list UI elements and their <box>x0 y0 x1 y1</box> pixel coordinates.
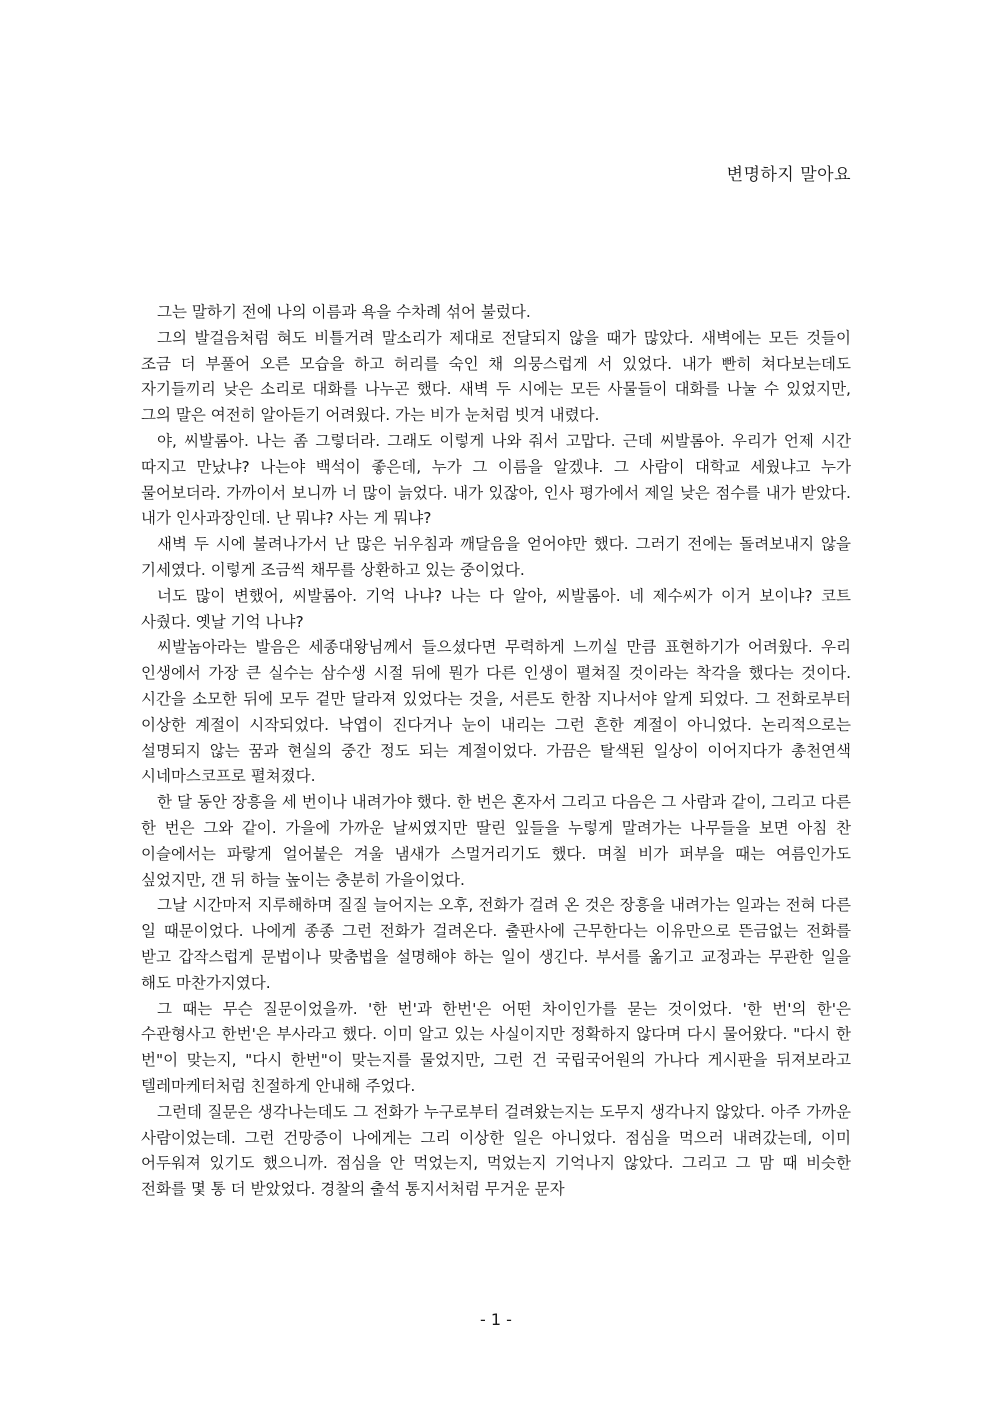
document-title: 변명하지 말아요 <box>726 165 851 185</box>
paragraph: 그런데 질문은 생각나는데도 그 전화가 누구로부터 걸려왔는지는 도무지 생각나지 않았다. 아주 가까운 사람이었는데. 그런 건망증이 나에게는 그리 이상한 일은 아니었다. 점심을 먹으러 내려갔는데, 이미 어두워져 있기도 했으니까. 점심을 안 먹었는지, 먹었는지 기억나지 않았다. 그리고 그 맘 때 비슷한 전화를 몇 통 더 받았었다. 경찰의 출석 통지서처럼 무거운 문자 <box>141 1102 851 1199</box>
document-body <box>141 300 851 1203</box>
paragraph: 씨발놈아라는 발음은 세종대왕님께서 들으셨다면 무력하게 느끼실 만큼 표현하기가 어려웠다. 우리 인생에서 가장 큰 실수는 삼수생 시절 뒤에 뭔가 다른 인생이 펼쳐질 것이라는 착각을 했다는 것이다. 시간을 소모한 뒤에 모두 겉만 달라져 있었다는 것을, 서른도 한참 지나서야 알게 되었다. 그 전화로부터 이상한 계절이 시작되었다. 낙엽이 진다거나 눈이 내리는 그런 흔한 계절이 아니었다. 논리적으로는 설명되지 않는 꿈과 현실의 중간 정도 되는 계절이었다. 가끔은 탈색된 일상이 이어지다가 총천연색 시네마스코프로 펼쳐졌다. <box>141 638 851 786</box>
paragraph: 너도 많이 변했어, 씨발롬아. 기억 나냐? 나는 다 알아, 씨발롬아. 네 제수씨가 이거 보이냐? 코트 사줬다. 옛날 기억 나냐? <box>141 586 851 631</box>
paragraph: 한 달 동안 장흥을 세 번이나 내려가야 했다. 한 번은 혼자서 그리고 다음은 그 사람과 같이, 그리고 다른 한 번은 그와 같이. 가을에 가까운 날씨였지만 딸린 잎들을 누렇게 말려가는 나무들을 보면 아침 찬 이슬에서는 파랗게 얼어붙은 겨울 냄새가 스멀거리기도 했다. 며칠 비가 퍼부을 때는 여름인가도 싶었지만, 갠 뒤 하늘 높이는 충분히 가을이었다. <box>141 793 851 889</box>
paragraph: 그날 시간마저 지루해하며 질질 늘어지는 오후, 전화가 걸려 온 것은 장흥을 내려가는 일과는 전혀 다른 일 때문이었다. 나에게 종종 그런 전화가 걸려온다. 출판사에 근무한다는 이유만으로 뜬금없는 전화를 받고 갑작스럽게 문법이나 맞춤법을 설명해야 하는 일이 생긴다. 부서를 옮기고 교정과는 무관한 일을 해도 마찬가지였다. <box>141 896 851 992</box>
paragraph: 새벽 두 시에 불려나가서 난 많은 뉘우침과 깨달음을 얻어야만 했다. 그러기 전에는 돌려보내지 않을 기세였다. 이렇게 조금씩 채무를 상환하고 있는 중이었다. <box>141 535 851 579</box>
paragraph: 그의 발걸음처럼 혀도 비틀거려 말소리가 제대로 전달되지 않을 때가 많았다. 새벽에는 모든 것들이 조금 더 부풀어 오른 모습을 하고 허리를 숙인 채 의뭉스럽게 서 있었다. 내가 빤히 쳐다보는데도 자기들끼리 낮은 소리로 대화를 나누곤 했다. 새벽 두 시에는 모든 사물들이 대화를 나눌 수 있었지만, 그의 말은 여전히 알아듣기 어려웠다. 가는 비가 눈처럼 빗겨 내렸다. <box>141 328 851 425</box>
page-number: - 1 - <box>480 1310 512 1329</box>
paragraph: 야, 씨발롬아. 나는 좀 그렇더라. 그래도 이렇게 나와 줘서 고맙다. 근데 씨발롬아. 우리가 언제 시간 따지고 만났냐? 나는야 백석이 좋은데, 누가 그 이름을 알겠냐. 그 사람이 대학교 세웠냐고 누가 물어보더라. 가까이서 보니까 너 많이 늙었다. 내가 있잖아, 인사 평가에서 제일 낮은 점수를 내가 받았다. 내가 인사과장인데. 난 뭐냐? 사는 게 뭐냐? <box>141 431 851 528</box>
paragraph: 그는 말하기 전에 나의 이름과 욕을 수차례 섞어 불렀다. <box>157 303 531 321</box>
paragraph: 그 때는 무슨 질문이었을까. '한 번'과 한번'은 어떤 차이인가를 묻는 것이었다. '한 번'의 한'은 수관형사고 한번'은 부사라고 했다. 이미 알고 있는 사실이지만 정확하지 않다며 다시 물어왔다. "다시 한 번"이 맞는지, "다시 한번"이 맞는지를 물었지만, 그런 건 국립국어원의 가나다 게시판을 뒤져보라고 텔레마케터처럼 친절하게 안내해 주었다. <box>141 999 851 1095</box>
